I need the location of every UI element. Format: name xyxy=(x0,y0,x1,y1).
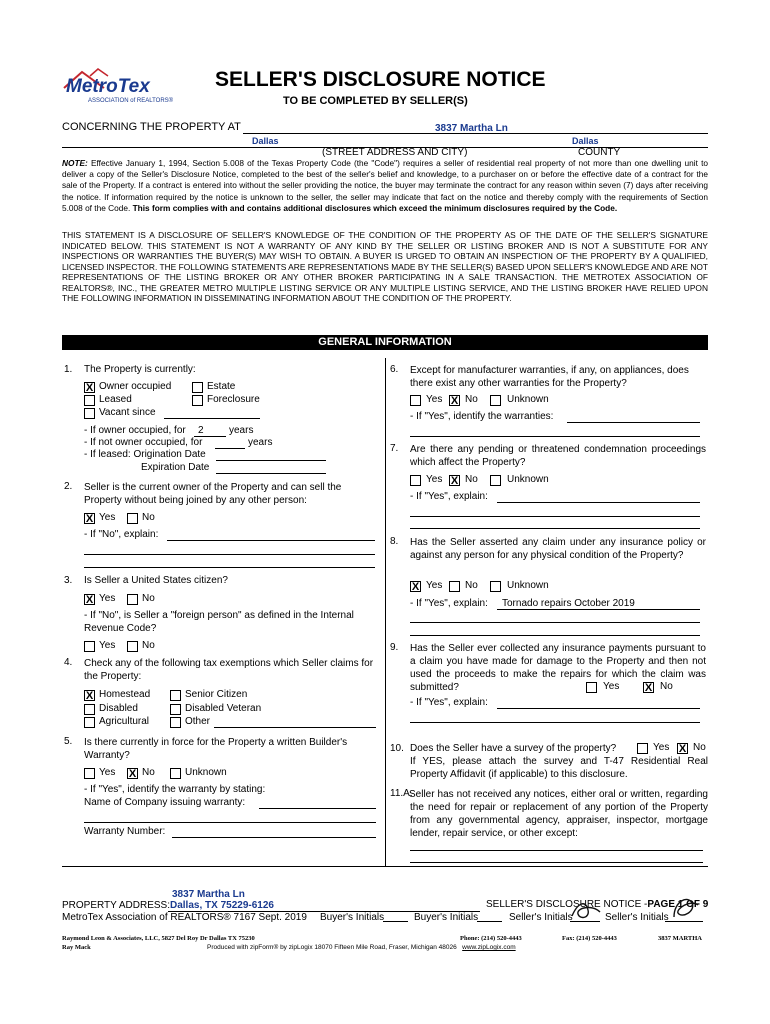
footer-address-line2[interactable]: Dallas, TX 75229-6126 xyxy=(170,900,274,911)
note-paragraph xyxy=(62,158,708,214)
q6-yes-label: Yes xyxy=(426,394,443,405)
q4-homestead-label: Homestead xyxy=(99,689,151,700)
seller-initials-1-label: Seller's Initials xyxy=(509,912,573,923)
q9-explain-field-1[interactable] xyxy=(497,708,700,709)
q3-if-no-text: - If "No", is Seller a "foreign person" as defined in the Internal Revenue Code? xyxy=(84,610,354,634)
file-name: 3837 MARTHA xyxy=(658,935,703,942)
q8-yes-checkbox[interactable]: X xyxy=(411,581,420,593)
q9-yes-label: Yes xyxy=(603,681,620,692)
q8-no-label: No xyxy=(465,580,478,591)
q5-unknown-checkbox[interactable] xyxy=(170,768,181,779)
q3-yes-label: Yes xyxy=(99,593,116,604)
q4-other-checkbox[interactable] xyxy=(170,717,181,728)
q1-years2-label: years xyxy=(248,437,273,448)
q1-origination-field[interactable] xyxy=(216,460,326,461)
metrotex-logo xyxy=(60,66,174,106)
q1-not-owner-years-field[interactable] xyxy=(215,448,245,449)
broker-info: Raymond Leon & Associates, LLC, 5827 Del Roy Dr Dallas TX 75230 xyxy=(62,935,255,942)
q4-text: Check any of the following tax exemptions which Seller claims for the Property: xyxy=(84,658,374,682)
q2-number: 2. xyxy=(64,481,73,492)
q5-unknown-label: Unknown xyxy=(185,767,227,778)
q2-explain-field-1[interactable] xyxy=(167,540,375,541)
seller-initials-signature-2 xyxy=(668,893,704,923)
q8-unknown-label: Unknown xyxy=(507,580,549,591)
ziplogix-link[interactable]: www.zipLogix.com xyxy=(462,944,516,951)
q8-text: Has the Seller asserted any claim under any insurance policy or against any person for any physical condition of the Property? xyxy=(410,537,706,561)
fax-number: Fax: (214) 520-4443 xyxy=(562,935,617,942)
q2-yes-label: Yes xyxy=(99,512,116,523)
property-address-value[interactable]: 3837 Martha Ln xyxy=(435,123,508,134)
q4-disabled-label: Disabled xyxy=(99,703,138,714)
q8-explain-value[interactable]: Tornado repairs October 2019 xyxy=(502,598,635,609)
q4-other-label: Other xyxy=(185,716,211,727)
q9-if-yes-label: - If "Yes", explain: xyxy=(410,697,488,708)
q1-owner-occupied-checkbox[interactable]: X xyxy=(85,382,94,394)
q1-if-not-owner-label: - If not owner occupied, for xyxy=(84,437,203,448)
q7-explain-field-2[interactable] xyxy=(410,516,700,517)
buyer-initials-2-label: Buyer's Initials xyxy=(414,912,479,923)
q1-if-owner-label: - If owner occupied, for xyxy=(84,425,186,436)
q11-text xyxy=(410,788,708,840)
q3-foreign-yes-label: Yes xyxy=(99,640,116,651)
concerning-label: CONCERNING THE PROPERTY AT xyxy=(62,121,241,133)
q9-yes-checkbox[interactable] xyxy=(586,682,597,693)
q11-number: 11.A. xyxy=(390,788,413,799)
q7-yes-label: Yes xyxy=(426,474,443,485)
q1-owner-occupied-label: Owner occupied xyxy=(99,381,172,392)
q5-company-field-2[interactable] xyxy=(84,822,376,823)
q3-text: Is Seller a United States citizen? xyxy=(84,575,228,586)
q4-other-field[interactable] xyxy=(214,727,376,728)
q11-except-field-1[interactable] xyxy=(410,850,703,851)
q9-text: Has the Seller ever collected any insurance payments pursuant to a claim you have made for damage to the Property and then not used the proceeds to make the repairs for which the claim was submitted? xyxy=(410,643,706,693)
q5-no-label: No xyxy=(142,767,155,778)
q1-foreclosure-label: Foreclosure xyxy=(207,394,260,405)
q8-if-yes-label: - If "Yes", explain: xyxy=(410,598,488,609)
q6-text: Except for manufacturer warranties, if any, on appliances, does there exist any other warranties for the Property? xyxy=(410,365,689,389)
column-divider xyxy=(385,358,386,866)
q8-explain-field-2[interactable] xyxy=(410,622,700,623)
q3-foreign-no-checkbox[interactable] xyxy=(127,641,138,652)
q5-if-yes-label: - If "Yes", identify the warranty by stating: xyxy=(84,784,266,795)
q4-disabled-veteran-label: Disabled Veteran xyxy=(185,703,262,714)
address-caption: (STREET ADDRESS AND CITY) xyxy=(322,147,468,158)
q9-no-checkbox[interactable]: X xyxy=(644,682,653,694)
q10-subtext: If YES, please attach the survey and T-47 Residential Real Property Affidavit (if applicable) to this disclosure. xyxy=(410,756,708,780)
q2-yes-checkbox[interactable]: X xyxy=(85,513,94,525)
county-caption: COUNTY xyxy=(578,147,621,158)
q4-senior-checkbox[interactable] xyxy=(170,690,181,701)
q5-yes-label: Yes xyxy=(99,767,116,778)
q2-no-checkbox[interactable] xyxy=(127,513,138,524)
page-subtitle: TO BE COMPLETED BY SELLER(S) xyxy=(283,95,468,107)
seller-initials-signature-1 xyxy=(568,896,604,924)
q5-company-label: Name of Company issuing warranty: xyxy=(84,797,246,808)
q10-yes-checkbox[interactable] xyxy=(637,743,648,754)
q1-if-leased-label: - If leased: Origination Date xyxy=(84,449,206,460)
q5-company-field[interactable] xyxy=(259,808,376,809)
seller-initials-2-label: Seller's Initials xyxy=(605,912,669,923)
q10-text: Does the Seller have a survey of the property? xyxy=(410,743,617,754)
note-text: Effective January 1, 1994, Section 5.008 of the Texas Property Code (the "Code") requires a seller of residential real property of not more than one dwelling unit to deliver a copy of the Seller's Disclosure Notice, completed to the best of the seller's belief and knowledge, to a purchaser on or before the effective date of a contract for the sale of the Property. If a contract is entered into without the seller providing the notice, the buyer may terminate the contract for any reason within seven (7) days after receiving the notice. If information required by the notice is unknown to the seller, the seller may indicate that fact on the notice and thereby comply with the requirements of Section 5.008 of the Code. xyxy=(62,158,708,213)
county-value[interactable]: Dallas xyxy=(572,136,599,146)
q6-unknown-label: Unknown xyxy=(507,394,549,405)
q5-no-checkbox[interactable]: X xyxy=(128,768,137,780)
agent-name: Ray Mack xyxy=(62,944,91,951)
footer-copyright: MetroTex Association of REALTORS® 7167 Sept. 2019 xyxy=(62,912,307,923)
q1-owner-years-value[interactable]: 2 xyxy=(198,425,204,436)
q3-foreign-no-label: No xyxy=(142,640,155,651)
q1-leased-label: Leased xyxy=(99,394,132,405)
q4-disabled-checkbox[interactable] xyxy=(84,704,95,715)
note-lead: NOTE: xyxy=(62,158,88,168)
q7-unknown-checkbox[interactable] xyxy=(490,475,501,486)
q1-estate-checkbox[interactable] xyxy=(192,382,203,393)
q4-senior-label: Senior Citizen xyxy=(185,689,248,700)
q5-yes-checkbox[interactable] xyxy=(84,768,95,779)
buyer-initials-2-field[interactable] xyxy=(477,921,502,922)
q11-except-field-2[interactable] xyxy=(410,862,703,863)
q6-warranties-field-1[interactable] xyxy=(567,422,700,423)
q5-number: 5. xyxy=(64,736,73,747)
footer-property-label: PROPERTY ADDRESS: xyxy=(62,900,170,911)
q1-years-label: years xyxy=(229,425,254,436)
q1-vacant-field[interactable] xyxy=(164,418,260,419)
q1-expiration-field[interactable] xyxy=(216,473,326,474)
q3-yes-checkbox[interactable]: X xyxy=(85,594,94,606)
buyer-initials-1-label: Buyer's Initials xyxy=(320,912,385,923)
produced-by-text: Produced with zipForm® by zipLogix 18070 Fifteen Mile Road, Fraser, Michigan 48026 xyxy=(207,944,457,951)
buyer-initials-1-field[interactable] xyxy=(383,921,408,922)
q3-no-checkbox[interactable] xyxy=(127,594,138,605)
q9-explain-field-2[interactable] xyxy=(410,722,700,723)
q6-no-label: No xyxy=(465,394,478,405)
disclaimer-statement: THIS STATEMENT IS A DISCLOSURE OF SELLER'S KNOWLEDGE OF THE CONDITION OF THE PROPERTY AS OF THE DATE OF THE SELLER'S SIGNATURE INDICATED BELOW. THIS STATEMENT IS NOT A WARRANTY OF ANY KIND BY THE SELLER OR LISTING BROKER AND IS NOT A SUBSTITUTE FOR ANY INSPECTIONS OR WARRANTIES THE BUYER(S) MAY WISH TO OBTAIN. A BUYER IS URGED TO OBTAIN AN INSPECTION OF THE PROPERTY BY A QUALIFIED, LICENSED INSPECTOR. THE FOLLOWING STATEMENTS ARE REPRESENTATIONS MADE BY THE SELLER(S) BASED UPON SELLER'S KNOWLEDGE AND ARE NOT REPRESENTATIONS OF THE LISTING BROKER OR ANY OTHER BROKER PARTICIPATING IN A SALE TRANSACTION. THE METROTEX ASSOCIATION OF REALTORS®, INC., THE GREATER METRO MULTIPLE LISTING SERVICE OR ANY MULTIPLE LISTING SERVICE, AND THE LISTING BROKER HAVE RELIED UPON THE FOLLOWING INFORMATION IN DISSEMINATING INFORMATION ABOUT THE CONDITION OF THE PROPERTY. xyxy=(62,230,708,303)
q2-if-no-label: - If "No", explain: xyxy=(84,529,159,540)
produced-by xyxy=(207,944,516,951)
footer-notice-text: SELLER'S DISCLOSURE NOTICE - xyxy=(486,899,648,910)
q2-explain-field-2[interactable] xyxy=(84,554,375,555)
q7-number: 7. xyxy=(390,443,399,454)
section-header: GENERAL INFORMATION xyxy=(62,335,708,350)
q1-estate-label: Estate xyxy=(207,381,236,392)
q7-explain-field-1[interactable] xyxy=(497,502,700,503)
q7-explain-field-3[interactable] xyxy=(410,528,700,529)
q5-warranty-number-field[interactable] xyxy=(172,837,376,838)
q7-text: Are there any pending or threatened condemnation proceedings which affect the Property? xyxy=(410,444,706,468)
q10-no-label: No xyxy=(693,742,706,753)
q4-homestead-checkbox[interactable]: X xyxy=(85,690,94,702)
q6-unknown-checkbox[interactable] xyxy=(490,395,501,406)
q5-text: Is there currently in force for the Property a written Builder's Warranty? xyxy=(84,737,348,761)
q4-agricultural-label: Agricultural xyxy=(99,716,150,727)
q10-no-checkbox[interactable]: X xyxy=(678,743,687,755)
logo-brand: MetroTex xyxy=(66,76,150,97)
q8-unknown-checkbox[interactable] xyxy=(490,581,501,592)
q2-no-label: No xyxy=(142,512,155,523)
q4-agricultural-checkbox[interactable] xyxy=(84,717,95,728)
city-value[interactable]: Dallas xyxy=(252,136,279,146)
q6-if-yes-label: - If "Yes", identify the warranties: xyxy=(410,411,554,422)
phone-number: Phone: (214) 520-4443 xyxy=(460,935,522,942)
q7-if-yes-label: - If "Yes", explain: xyxy=(410,491,488,502)
q8-explain-field-3[interactable] xyxy=(410,635,700,636)
q1-foreclosure-checkbox[interactable] xyxy=(192,395,203,406)
q8-number: 8. xyxy=(390,536,399,547)
q6-no-checkbox[interactable]: X xyxy=(450,395,459,407)
footer-page-number: PAGE 1 OF 9 xyxy=(647,899,709,910)
q4-number: 4. xyxy=(64,657,73,668)
q11-text-content: Seller has not received any notices, either oral or written, regarding the need for repair or replacement of any portion of the Property from any governmental agency, appraiser, inspector, mortgage lender, repair service, or other except: xyxy=(409,789,708,839)
page-title: SELLER'S DISCLOSURE NOTICE xyxy=(215,68,546,91)
q10-yes-label: Yes xyxy=(653,742,670,753)
q6-number: 6. xyxy=(390,364,399,375)
footer-address-line1[interactable]: 3837 Martha Ln xyxy=(172,889,245,900)
q7-no-checkbox[interactable]: X xyxy=(450,475,459,487)
note-bold-end: This form complies with and contains additional disclosures which exceed the minimum disclosures required by the Code. xyxy=(132,202,618,213)
q7-yes-checkbox[interactable] xyxy=(410,475,421,486)
q4-disabled-veteran-checkbox[interactable] xyxy=(170,704,181,715)
q8-yes-label: Yes xyxy=(426,580,443,591)
q2-text: Seller is the current owner of the Property and can sell the Property without being joined by any other person: xyxy=(84,482,342,506)
q9-number: 9. xyxy=(390,642,399,653)
q7-no-label: No xyxy=(465,474,478,485)
logo-subtitle: ASSOCIATION of REALTORS® xyxy=(88,98,174,104)
q3-no-label: No xyxy=(142,593,155,604)
q3-foreign-yes-checkbox[interactable] xyxy=(84,641,95,652)
q3-number: 3. xyxy=(64,575,73,586)
q1-expiration-label: Expiration Date xyxy=(141,462,210,473)
q6-yes-checkbox[interactable] xyxy=(410,395,421,406)
q1-vacant-label: Vacant since xyxy=(99,407,156,418)
q1-vacant-checkbox[interactable] xyxy=(84,408,95,419)
q1-text: The Property is currently: xyxy=(84,364,196,375)
q1-leased-checkbox[interactable] xyxy=(84,395,95,406)
q6-warranties-field-2[interactable] xyxy=(410,436,700,437)
q10-number: 10. xyxy=(390,743,404,754)
q7-unknown-label: Unknown xyxy=(507,474,549,485)
q8-no-checkbox[interactable] xyxy=(449,581,460,592)
q2-explain-field-3[interactable] xyxy=(84,567,375,568)
q1-number: 1. xyxy=(64,364,73,375)
q5-warranty-number-label: Warranty Number: xyxy=(84,826,166,837)
q9-no-label: No xyxy=(660,681,673,692)
